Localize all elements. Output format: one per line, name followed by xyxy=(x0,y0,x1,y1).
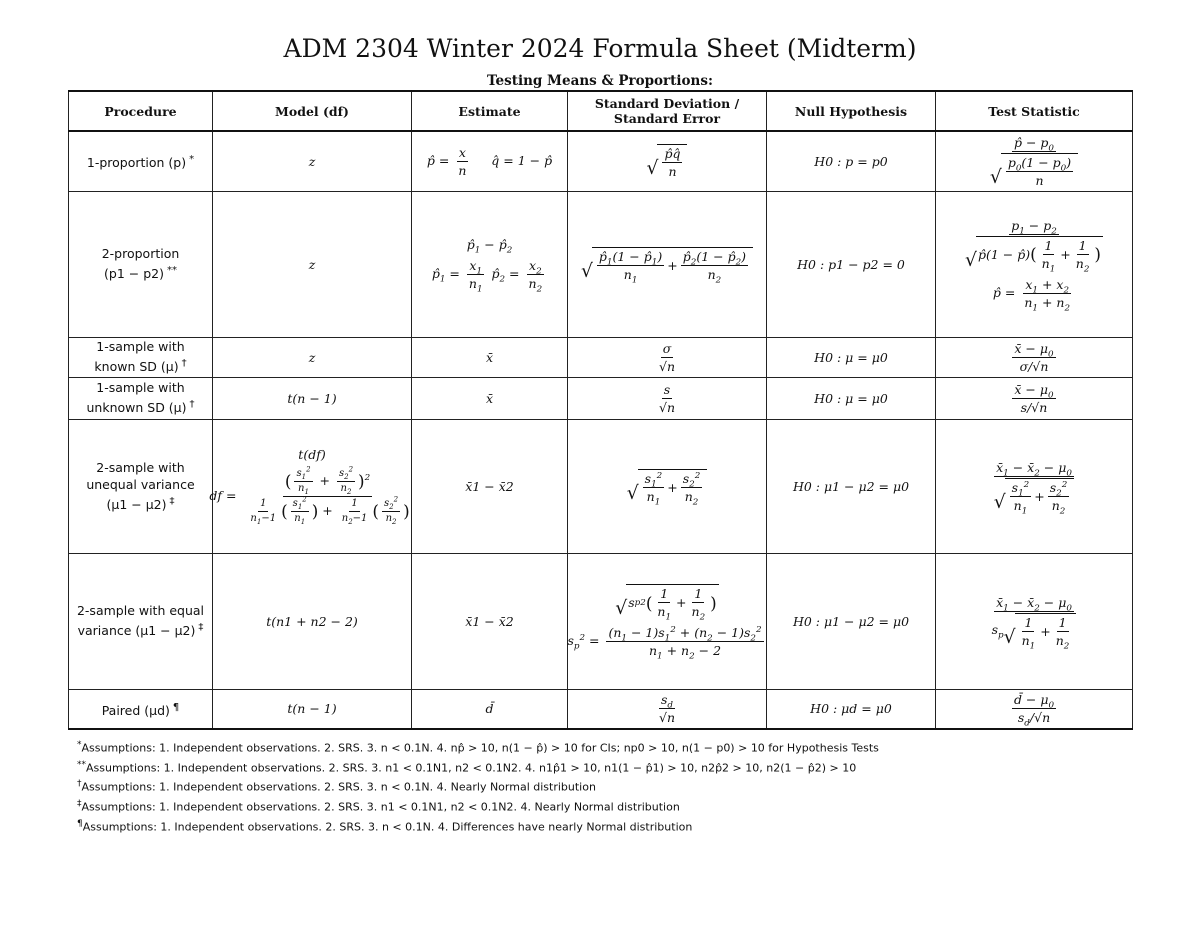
header-sd-line1: Standard Deviation / xyxy=(594,96,740,111)
procedure-cell: 1-sample with unknown SD (μ) † xyxy=(69,377,213,419)
table-row xyxy=(69,553,1133,689)
header-test: Test Statistic xyxy=(936,91,1133,131)
model-cell: t(n1 + n2 − 2) xyxy=(213,553,412,689)
estimate-cell: x̄ xyxy=(412,337,568,377)
sd-cell: √ $\frac{s_1^2}{n_1}$ + $\frac{s_2^2}{n_2}$ xyxy=(568,419,767,553)
assumption-footnotes xyxy=(77,737,879,835)
estimate-cell: p̂ = $\frac{x}{n}$ q̂ = 1 − p̂ xyxy=(412,131,568,191)
null-cell: H0 : p1 − p2 = 0 xyxy=(767,191,936,337)
model-cell: t(df) df = ( $\frac{s_1^2}{n_1}$ + $\frac{s_2^2}{n_2}$ )$^2$ $\frac{1}{n_1-1}$ ( $\frac{s_1^2}{n_1}$ ) + $\frac{1}{n_2-1}$ ( $\frac{s_2^2}{n_2}$ ) xyxy=(213,419,412,553)
procedure-cell: Paired (μd) ¶ xyxy=(69,689,213,729)
model-top: t(df) xyxy=(298,447,326,462)
footnote-line: †Assumptions: 1. Independent observations. 2. SRS. 3. n < 0.1N. 4. Nearly Normal distribution xyxy=(77,779,596,794)
model-cell: z xyxy=(213,131,412,191)
table-row xyxy=(69,689,1133,729)
header-sd xyxy=(568,91,767,131)
footnote-line: ¶Assumptions: 1. Independent observations. 2. SRS. 3. n < 0.1N. 4. Differences have nearly Normal distribution xyxy=(77,818,693,834)
table-header-row xyxy=(69,91,1133,131)
test-statistic-cell: p̂ − $p_0$ √ $\frac{p_0(1 - p_0)}{n}$ xyxy=(936,131,1133,191)
null-cell: H0 : μ = μ0 xyxy=(767,337,936,377)
estimate-cell: x̄ xyxy=(412,377,568,419)
model-cell: z xyxy=(213,337,412,377)
estimate-cell: d̄ xyxy=(412,689,568,729)
footnote-marker: ** xyxy=(166,265,177,277)
page-title: ADM 2304 Winter 2024 Formula Sheet (Midterm) xyxy=(283,34,917,63)
estimate-cell: $p̂_1$ − $p̂_2$ $p̂_1$ = $\frac{x_1}{n_1}$ $p̂_2$ = $\frac{x_2}{n_2}$ xyxy=(412,191,568,337)
model-cell: t(n − 1) xyxy=(213,377,412,419)
footnote-marker: † xyxy=(181,358,187,370)
sd-cell: √ s p 2 ( $\frac{1}{n_1}$ + $\frac{1}{n_2}$ ) $s_p^2$ = $\frac{(n_1 - 1)s_1^2 + (n_2 - 1)s_2^2}{n_1 + n_2 - 2}$ xyxy=(568,553,767,689)
sd-cell: √ $\frac{p̂q̂}{n}$ xyxy=(568,131,767,191)
procedure-cell: 1-sample with known SD (μ) † xyxy=(69,337,213,377)
test-statistic-cell: $p_1 - p_2$ √ p̂(1 − p̂) ( $\frac{1}{n_1}$ + $\frac{1}{n_2}$ ) p̂ = $\frac{x_1 + x_2}{n_1 + n_2}$ xyxy=(936,191,1133,337)
header-sd-line2: Standard Error xyxy=(613,111,721,126)
test-statistic-cell: $x̄_1$ − $x̄_2 - \mu_0$ √ $\frac{s_1^2}{n_1}$ + $\frac{s_2^2}{n_2}$ xyxy=(936,419,1133,553)
null-cell: H0 : p = p0 xyxy=(767,131,936,191)
test-statistic-cell: $\frac{x̄ - \mu_0}{\sigma/√n}$ xyxy=(936,337,1133,377)
header-null: Null Hypothesis xyxy=(767,91,936,131)
table-row xyxy=(69,419,1133,553)
table-row xyxy=(69,131,1133,191)
footnote-marker: ¶ xyxy=(172,701,180,713)
table-row xyxy=(69,191,1133,337)
footnote-marker: * xyxy=(189,154,195,166)
footnote-line: ‡Assumptions: 1. Independent observations. 2. SRS. 3. n1 < 0.1N1, n2 < 0.1N2. 4. Nearly Normal distribution xyxy=(77,798,680,814)
estimate-cell: x̄1 − x̄2 xyxy=(412,553,568,689)
section-subtitle: Testing Means & Proportions: xyxy=(487,73,713,89)
procedure-cell: 2-sample with unequal variance (μ1 − μ2) ‡ xyxy=(69,419,213,553)
model-cell: z xyxy=(213,191,412,337)
sd-cell: √ $\frac{p̂_1(1 - p̂_1)}{n_1}$ + $\frac{p̂_2(1 - p̂_2)}{n_2}$ xyxy=(568,191,767,337)
procedure-cell: 2-sample with equal variance (μ1 − μ2) ‡ xyxy=(69,553,213,689)
header-estimate: Estimate xyxy=(412,91,568,131)
sd-cell: $\frac{\sigma}{√n}$ xyxy=(568,337,767,377)
footnote-marker: ‡ xyxy=(198,622,204,634)
footnote-line: **Assumptions: 1. Independent observations. 2. SRS. 3. n1 < 0.1N1, n2 < 0.1N2. 4. n1p̂1 > 10, n1(1 − p̂1) > 10, n2p̂2 > 10, n2(1 − p̂2) > 10 xyxy=(77,759,857,775)
header-procedure: Procedure xyxy=(69,91,213,131)
header-model: Model (df) xyxy=(213,91,412,131)
procedure-cell: 2-proportion (p1 − p2) ** xyxy=(69,191,213,337)
sd-cell: $\frac{s_d}{√n}$ xyxy=(568,689,767,729)
footnote-line: *Assumptions: 1. Independent observations. 2. SRS. 3. n < 0.1N. 4. np̂ > 10, n(1 − p̂) > 10 for CIs; np0 > 10, n(1 − p0) > 10 for Hypothesis Tests xyxy=(77,740,879,755)
test-statistic-cell: $x̄_1$ − $x̄_2 - \mu_0$ $s_p$ √ $\frac{1}{n_1}$ + $\frac{1}{n_2}$ xyxy=(936,553,1133,689)
test-statistic-cell: $\frac{x̄ - \mu_0}{s/√n}$ xyxy=(936,377,1133,419)
formula-table xyxy=(68,90,1133,730)
null-cell: H0 : μ1 − μ2 = μ0 xyxy=(767,419,936,553)
table-row xyxy=(69,337,1133,377)
null-cell: H0 : μ = μ0 xyxy=(767,377,936,419)
footnote-marker: † xyxy=(189,399,195,411)
test-statistic-cell: $\frac{d̄ - \mu_0}{s_d/√n}$ xyxy=(936,689,1133,729)
estimate-cell: x̄1 − x̄2 xyxy=(412,419,568,553)
procedure-cell: 1-proportion (p) * xyxy=(69,131,213,191)
model-cell: t(n − 1) xyxy=(213,689,412,729)
footnote-marker: ‡ xyxy=(169,495,175,507)
null-cell: H0 : μ1 − μ2 = μ0 xyxy=(767,553,936,689)
table-row xyxy=(69,377,1133,419)
null-cell: H0 : μd = μ0 xyxy=(767,689,936,729)
sd-cell: $\frac{s}{√n}$ xyxy=(568,377,767,419)
